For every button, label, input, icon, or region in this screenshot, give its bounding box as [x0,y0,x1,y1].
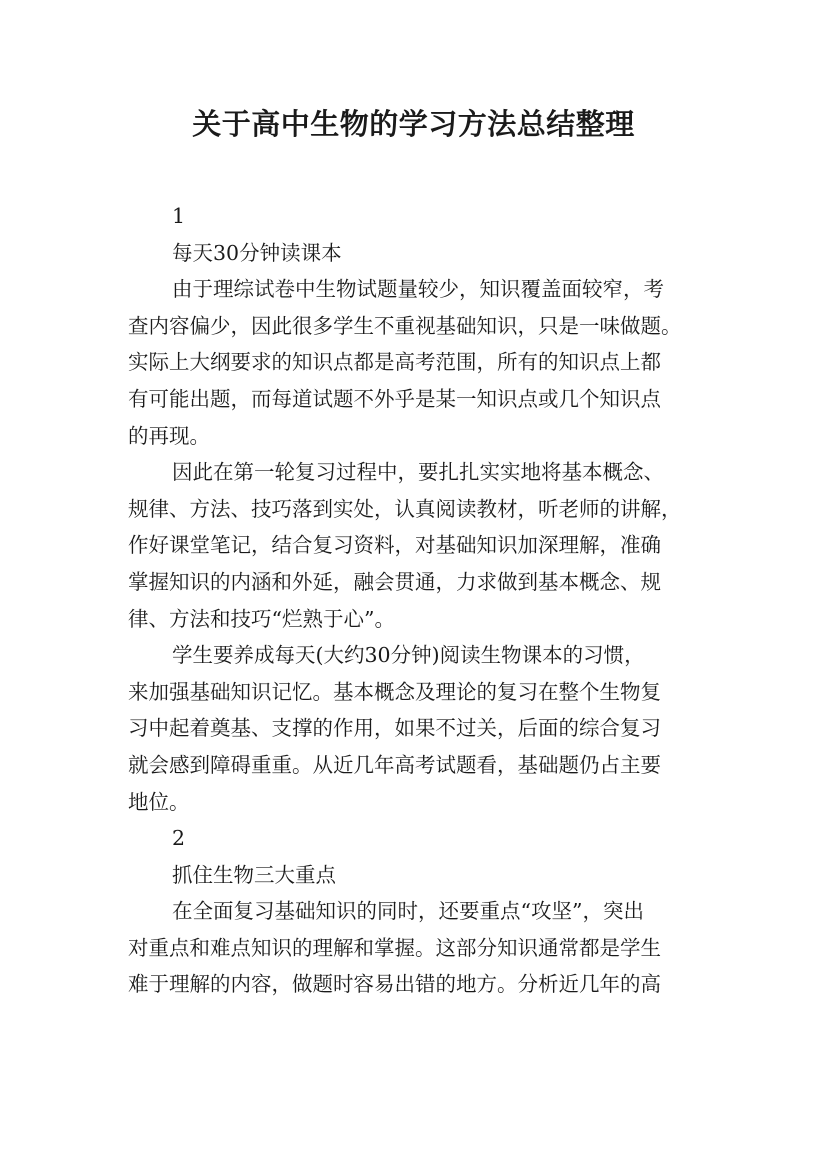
paragraph-line: 由于理综试卷中生物试题量较少，知识覆盖面较窄，考 [172,277,664,302]
paragraph-line: 因此在第一轮复习过程中，要扎扎实实地将基本概念、 [172,460,664,485]
section-heading: 每天30分钟读课本 [172,240,342,265]
paragraph-line: 就会感到障碍重重。从近几年高考试题看，基础题仍占主要 [128,752,661,777]
paragraph-line: 在全面复习基础知识的同时，还要重点“攻坚”，突出 [172,899,644,924]
paragraph-line: 地位。 [128,789,190,814]
section-number: 2 [172,826,186,851]
paragraph-line: 的再现。 [128,423,210,448]
paragraph-line: 律、方法和技巧“烂熟于心”。 [128,606,395,631]
paragraph-line: 查内容偏少，因此很多学生不重视基础知识，只是一味做题。 [128,313,682,338]
paragraph-line: 习中起着奠基、支撑的作用，如果不过关，后面的综合复习 [128,716,661,741]
paragraph-line: 实际上大纲要求的知识点都是高考范围，所有的知识点上都 [128,350,661,375]
document-body [128,198,710,1003]
paragraph-line: 难于理解的内容，做题时容易出错的地方。分析近几年的高 [128,972,661,997]
paragraph-line: 来加强基础知识记忆。基本概念及理论的复习在整个生物复 [128,679,661,704]
section-number: 1 [172,204,186,228]
paragraph-line: 作好课堂笔记，结合复习资料，对基础知识加深理解，准确 [128,533,661,558]
document-title: 关于高中生物的学习方法总结整理 [192,107,635,141]
paragraph-line: 学生要养成每天(大约30分钟)阅读生物课本的习惯， [172,643,645,668]
paragraph-line: 掌握知识的内涵和外延，融会贯通，力求做到基本概念、规 [128,569,661,594]
section-heading: 抓住生物三大重点 [172,862,336,887]
paragraph-line: 有可能出题，而每道试题不外乎是某一知识点或几个知识点 [128,386,661,411]
paragraph-line: 对重点和难点知识的理解和掌握。这部分知识通常都是学生 [128,935,661,960]
paragraph-line: 规律、方法、技巧落到实处，认真阅读教材，听老师的讲解， [128,496,682,521]
